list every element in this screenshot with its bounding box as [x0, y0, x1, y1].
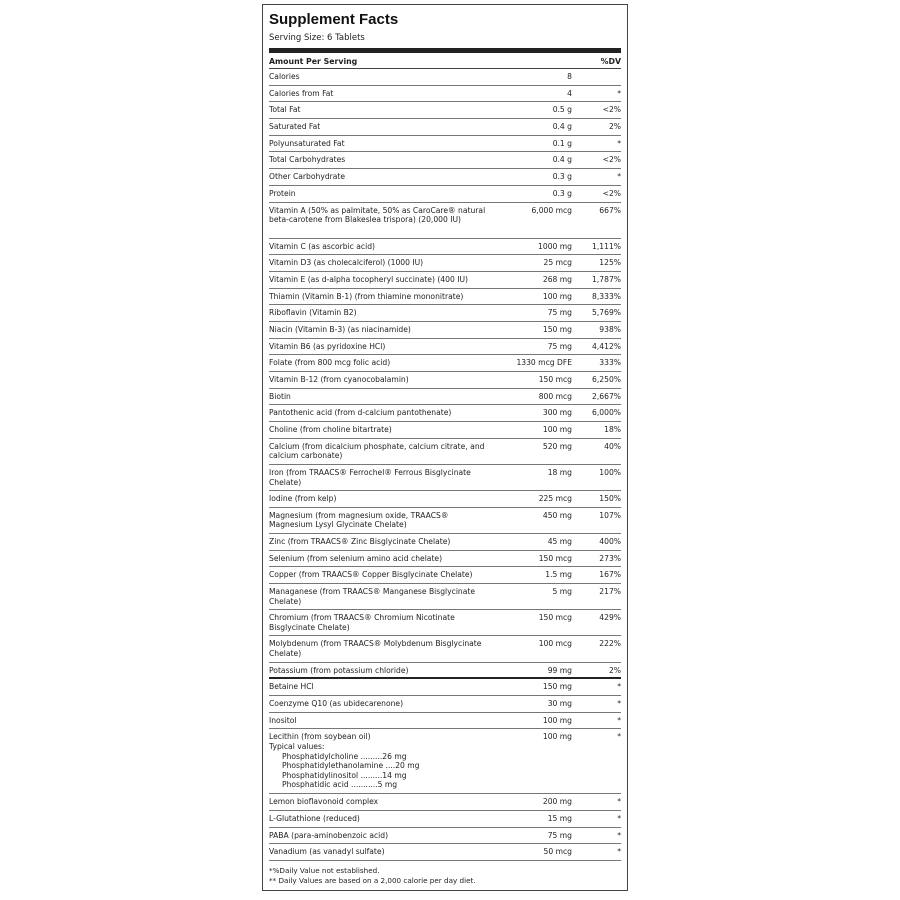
nutrient-name [269, 699, 500, 710]
nutrient-name [269, 139, 500, 150]
table-row [269, 355, 621, 372]
nutrient-name-text: Chromium (from TRAACS® Chromium Nicotinate Bisglycinate Chelate) [269, 613, 455, 632]
table-row [269, 203, 621, 239]
nutrient-dv: 400% [599, 537, 621, 546]
nutrient-dv: <2% [602, 105, 621, 115]
nutrient-name-text: Polyunsaturated Fat [269, 138, 345, 148]
table-row [269, 729, 621, 794]
nutrient-dv: 167% [599, 570, 621, 580]
serving-size: Serving Size: 6 Tablets [269, 33, 365, 43]
nutrient-dv: * [617, 88, 621, 98]
table-row [269, 844, 621, 861]
nutrient-name-text: Molybdenum (from TRAACS® Molybdenum Bisglycinate Chelate) [269, 639, 482, 659]
typical-value-line: Phosphatidylinositol .........14 mg [282, 770, 407, 780]
nutrient-dv [572, 72, 621, 83]
nutrient-dv: 222% [599, 639, 621, 649]
nutrient-amount: 30 mg [547, 699, 572, 708]
footnote: ** Daily Values are based on a 2,000 calorie per day diet. [269, 876, 476, 886]
table-row [269, 255, 621, 272]
nutrient-name-text: Vitamin C (as ascorbic acid) [269, 241, 375, 251]
nutrient-dv: * [617, 830, 621, 840]
table-row [269, 610, 621, 636]
nutrient-name-text: Calcium (from dicalcium phosphate, calcium citrate, and calcium carbonate) [269, 441, 485, 461]
nutrient-name [269, 375, 500, 386]
nutrient-amount: 0.5 g [552, 105, 572, 115]
nutrient-name-text: Calories from Fat [269, 88, 334, 98]
nutrient-name-text: Lecithin (from soybean oil) [269, 732, 371, 742]
table-row [269, 679, 621, 696]
table-row [269, 169, 621, 186]
nutrient-name-text: Vitamin B-12 (from cyanocobalamin) [269, 375, 409, 384]
table-row [269, 305, 621, 322]
nutrient-name [269, 537, 500, 548]
table-row [269, 439, 621, 465]
nutrient-amount: 0.3 g [552, 188, 572, 198]
nutrient-name-text: Thiamin (Vitamin B-1) (from thiamine mononitrate) [269, 291, 464, 301]
nutrient-name [269, 587, 500, 607]
nutrient-amount: 300 mg [542, 408, 572, 418]
nutrient-dv: 429% [599, 613, 621, 623]
supplement-facts-panel [262, 4, 628, 891]
nutrient-amount: 18 mg [547, 467, 572, 477]
table-row [269, 811, 621, 828]
table-row [269, 272, 621, 289]
nutrient-name [269, 275, 500, 286]
table-row [269, 372, 621, 389]
nutrient-amount: 150 mg [542, 324, 572, 334]
nutrient-dv: 273% [599, 553, 621, 563]
nutrient-name-text: Niacin (Vitamin B-3) (as niacinamide) [269, 324, 411, 334]
nutrient-amount: 1330 mcg DFE [516, 358, 572, 368]
nutrient-dv: * [617, 172, 621, 182]
nutrient-name-text: Other Carbohydrate [269, 172, 346, 182]
nutrient-dv: 333% [599, 358, 621, 368]
table-row [269, 713, 621, 730]
nutrient-name-text: Magnesium (from magnesium oxide, TRAACS® Magnesium Lysyl Glycinate Chelate) [269, 510, 449, 530]
nutrient-dv: * [617, 814, 621, 824]
table-row [269, 584, 621, 610]
nutrient-name [269, 242, 500, 253]
nutrient-name [269, 72, 500, 83]
nutrient-dv: * [617, 138, 621, 148]
nutrient-name [269, 105, 500, 116]
table-row [269, 636, 621, 662]
nutrient-name [269, 554, 500, 565]
nutrient-name [269, 831, 500, 842]
nutrient-amount: 25 mcg [543, 258, 572, 268]
table-row [269, 696, 621, 713]
nutrient-dv: * [617, 715, 621, 725]
nutrient-dv: 938% [599, 324, 621, 334]
nutrient-amount: 100 mg [542, 425, 572, 435]
nutrient-dv: * [617, 847, 621, 857]
table-row [269, 794, 621, 811]
nutrient-dv: 5,769% [592, 308, 621, 318]
nutrient-amount: 1000 mg [538, 241, 572, 251]
table-row [269, 186, 621, 203]
table-row [269, 389, 621, 406]
nutrient-name [269, 639, 500, 659]
nutrient-name [269, 325, 500, 336]
nutrient-dv: 6,250% [592, 375, 621, 384]
nutrient-name [269, 189, 500, 200]
nutrient-name-text: Inositol [269, 715, 297, 725]
nutrient-name-text: L-Glutathione (reduced) [269, 814, 360, 824]
nutrient-name-text: Biotin [269, 391, 291, 401]
nutrient-amount: 100 mg [542, 715, 572, 725]
nutrient-table [269, 69, 621, 861]
nutrient-amount: 99 mg [547, 665, 572, 675]
nutrient-dv: 1,111% [592, 241, 621, 251]
nutrient-dv: 150% [599, 494, 621, 504]
nutrient-dv: 2% [608, 122, 621, 132]
nutrient-name [269, 172, 500, 183]
footnotes [269, 866, 621, 886]
nutrient-name [269, 666, 500, 676]
table-row [269, 69, 621, 86]
nutrient-dv: 18% [604, 425, 621, 435]
nutrient-dv: 125% [599, 258, 621, 268]
nutrient-amount: 75 mg [547, 830, 572, 840]
nutrient-dv: * [617, 797, 621, 807]
table-row [269, 339, 621, 356]
nutrient-name [269, 814, 500, 825]
typical-value-line: Phosphatidylcholine .........26 mg [282, 751, 407, 761]
nutrient-dv: 2,667% [592, 391, 621, 401]
table-row [269, 152, 621, 169]
nutrient-amount: 1.5 mg [545, 570, 572, 580]
nutrient-amount: 800 mcg [538, 391, 572, 401]
nutrient-name [269, 342, 500, 353]
table-row [269, 102, 621, 119]
nutrient-name-text: Selenium (from selenium amino acid chelate) [269, 553, 443, 563]
table-header [269, 53, 621, 69]
nutrient-name [269, 89, 500, 100]
nutrient-amount: 75 mg [547, 308, 572, 318]
nutrient-dv: 667% [599, 205, 621, 215]
nutrient-name [269, 258, 500, 269]
typical-values-label: Typical values: [269, 741, 325, 751]
table-row [269, 119, 621, 136]
nutrient-name-text: Zinc (from TRAACS® Zinc Bisglycinate Chelate) [269, 537, 451, 546]
nutrient-name-text: Potassium (from potassium chloride) [269, 665, 409, 675]
nutrient-amount: 75 mg [547, 341, 572, 351]
nutrient-name-text: Managanese (from TRAACS® Manganese Bisglycinate Chelate) [269, 587, 476, 606]
table-row [269, 405, 621, 422]
nutrient-name-text: Iron (from TRAACS® Ferrochel® Ferrous Bisglycinate Chelate) [269, 467, 471, 487]
table-row [269, 567, 621, 584]
nutrient-name-text: Pantothenic acid (from d-calcium pantothenate) [269, 408, 452, 418]
nutrient-name-text: Saturated Fat [269, 122, 321, 132]
nutrient-amount: 150 mcg [538, 613, 572, 623]
table-row [269, 86, 621, 103]
nutrient-name [269, 732, 500, 791]
nutrient-amount: 8 [567, 72, 572, 81]
nutrient-dv: * [617, 682, 621, 692]
nutrient-name [269, 570, 500, 581]
amount-per-serving-label: Amount Per Serving [269, 57, 358, 66]
nutrient-dv: 107% [599, 510, 621, 520]
nutrient-dv: * [617, 732, 621, 742]
nutrient-dv: <2% [602, 188, 621, 198]
table-row [269, 465, 621, 491]
nutrient-dv: <2% [602, 155, 621, 165]
nutrient-amount: 450 mg [542, 510, 572, 520]
nutrient-name-text: PABA (para-aminobenzoic acid) [269, 830, 389, 840]
nutrient-name-text: Vitamin E (as d-alpha tocopheryl succinate) (400 IU) [269, 274, 468, 284]
nutrient-amount: 150 mcg [538, 553, 572, 563]
nutrient-dv: 100% [599, 467, 621, 477]
nutrient-dv: 40% [604, 441, 621, 451]
nutrient-name [269, 408, 500, 419]
nutrient-name [269, 847, 500, 858]
dv-label: %DV [600, 57, 621, 66]
typical-value-line: Phosphatidic acid ...........5 mg [282, 780, 398, 790]
nutrient-name [269, 425, 500, 436]
nutrient-name [269, 292, 500, 303]
nutrient-name-text: Total Fat [269, 105, 301, 115]
nutrient-amount: 50 mcg [543, 847, 572, 857]
nutrient-amount: 150 mcg [538, 375, 572, 384]
table-row [269, 136, 621, 153]
table-row [269, 289, 621, 306]
nutrient-amount: 0.1 g [552, 138, 572, 148]
nutrient-dv: 4,412% [592, 341, 621, 351]
nutrient-name [269, 392, 500, 403]
nutrient-amount: 225 mcg [538, 494, 572, 504]
nutrient-name [269, 468, 500, 488]
nutrient-name-text: Vitamin A (50% as palmitate, 50% as CaroCare® natural beta-carotene from Blakeslea trispora) (20,000 IU) [269, 205, 486, 225]
nutrient-amount: 0.4 g [552, 155, 572, 165]
nutrient-amount: 150 mg [542, 682, 572, 692]
footnote: *%Daily Value not established. [269, 866, 380, 876]
nutrient-name [269, 206, 500, 236]
nutrient-dv: 217% [599, 587, 621, 597]
nutrient-name-text: Choline (from choline bitartrate) [269, 425, 392, 435]
table-row [269, 551, 621, 568]
nutrient-dv: * [617, 699, 621, 708]
nutrient-name-text: Vanadium (as vanadyl sulfate) [269, 847, 385, 857]
nutrient-dv: 1,787% [592, 274, 621, 284]
nutrient-name [269, 358, 500, 369]
nutrient-name [269, 122, 500, 133]
nutrient-amount: 45 mg [547, 537, 572, 546]
table-row [269, 508, 621, 534]
nutrient-name-text: Total Carbohydrates [269, 155, 346, 165]
nutrient-dv: 2% [608, 665, 621, 675]
nutrient-name [269, 716, 500, 727]
nutrient-amount: 6,000 mcg [531, 205, 572, 215]
nutrient-amount: 0.4 g [552, 122, 572, 132]
nutrient-name [269, 613, 500, 633]
nutrient-name [269, 511, 500, 531]
nutrient-name [269, 682, 500, 693]
table-row [269, 322, 621, 339]
nutrient-name-text: Protein [269, 188, 296, 198]
table-row [269, 828, 621, 845]
nutrient-amount: 0.3 g [552, 172, 572, 182]
nutrient-name-text: Betaine HCl [269, 682, 314, 692]
nutrient-name-text: Calories [269, 72, 300, 81]
nutrient-name-text: Coenzyme Q10 (as ubidecarenone) [269, 699, 404, 708]
nutrient-name-text: Riboflavin (Vitamin B2) [269, 308, 357, 318]
table-row [269, 534, 621, 551]
nutrient-name-text: Vitamin D3 (as cholecalciferol) (1000 IU) [269, 258, 424, 268]
nutrient-name [269, 797, 500, 808]
nutrient-dv: 8,333% [592, 291, 621, 301]
panel-title: Supplement Facts [269, 11, 399, 28]
nutrient-name-text: Folate (from 800 mcg folic acid) [269, 358, 391, 368]
nutrient-name-text: Copper (from TRAACS® Copper Bisglycinate Chelate) [269, 570, 473, 580]
nutrient-amount: 100 mg [542, 291, 572, 301]
nutrient-name-text: Vitamin B6 (as pyridoxine HCl) [269, 341, 386, 351]
nutrient-name [269, 442, 500, 462]
nutrient-name [269, 494, 500, 505]
nutrient-amount: 100 mcg [538, 639, 572, 649]
nutrient-name-text: Lemon bioflavonoid complex [269, 797, 379, 807]
nutrient-amount: 4 [567, 88, 572, 98]
table-row [269, 663, 621, 680]
table-row [269, 422, 621, 439]
table-row [269, 239, 621, 256]
nutrient-name-text: Iodine (from kelp) [269, 494, 337, 504]
nutrient-amount: 268 mg [542, 274, 572, 284]
table-row [269, 491, 621, 508]
nutrient-name [269, 155, 500, 166]
nutrient-amount: 15 mg [547, 814, 572, 824]
nutrient-amount: 520 mg [542, 441, 572, 451]
nutrient-name [269, 308, 500, 319]
typical-value-line: Phosphatidylethanolamine ....20 mg [282, 761, 420, 771]
nutrient-amount: 200 mg [542, 797, 572, 807]
nutrient-amount: 100 mg [542, 732, 572, 742]
nutrient-amount: 5 mg [552, 587, 572, 597]
nutrient-dv: 6,000% [592, 408, 621, 418]
